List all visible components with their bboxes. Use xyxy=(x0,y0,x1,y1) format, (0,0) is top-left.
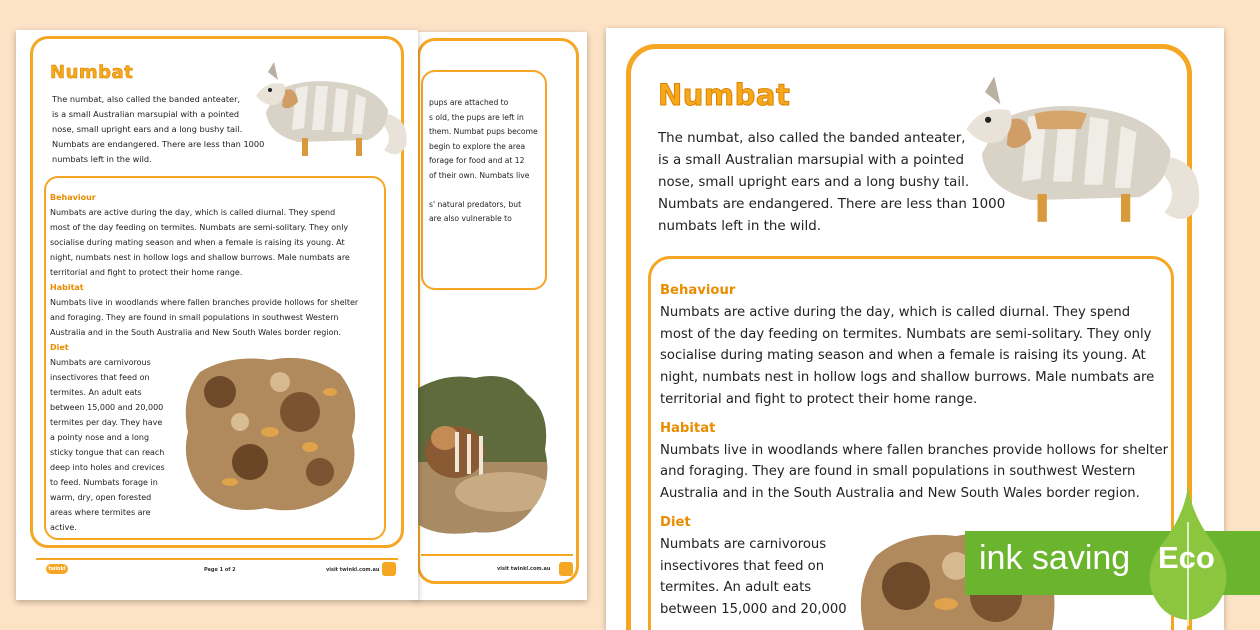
page-title-large: Numbat xyxy=(658,78,791,112)
behaviour-heading-small: Behaviour xyxy=(50,193,96,202)
page-2-footer-url: visit twinkl.com.au xyxy=(497,566,551,572)
intro-text-small: The numbat, also called the banded anteater, is a small Australian marsupial with a pointed nose, small upright ears and a long bushy tail. Numbats are endangered. There are less than 1000 numbats left in the wild. xyxy=(52,94,265,164)
footer-page-number: Page 1 of 2 xyxy=(204,567,236,573)
page-title-small: Numbat xyxy=(50,62,134,83)
page-2-footer-line xyxy=(421,554,573,556)
intro-text-large: The numbat, also called the banded anteater, is a small Australian marsupial with a pointed nose, small upright ears and a long bushy tail. Numbats are endangered. There are less than 1000 numbats left in the wild. xyxy=(658,131,1006,234)
sections-small: Behaviour Numbats are active during the day, which is called diurnal. They spend most of the day feeding on termites. Numbats are semi-solitary. They only socialise during mating season and when a female is raising its young. At night, numbats nest in hollow logs and shallow burrows. Male numbats are territorial and fight to protect their home range. Habitat Numbats live in woodlands where fallen branches provide hollows for shelter and foraging. They are found in small populations in southwest Western Australia and in the South Australia and New South Wales border region. Diet Numbats are carnivorous insectivores that feed on termites. An adult eats between 15,000 and 20,000 termites per day. They have a pointy nose and a long sticky tongue that can reach deep into holes and crevices to feed. Numbats forage in warm, dry, open forested areas where termites are active. xyxy=(50,190,358,535)
diet-heading-small: Diet xyxy=(50,343,69,352)
page-2-badge-icon xyxy=(559,562,573,576)
ink-saving-text: ink saving xyxy=(979,539,1131,577)
page-1-sheet-small xyxy=(16,30,418,600)
footer-url-small: visit twinkl.com.au xyxy=(326,567,380,573)
behaviour-heading: Behaviour xyxy=(660,283,736,298)
page-2-sheet xyxy=(415,32,587,600)
sections-large: Behaviour Numbats are active during the day, which is called diurnal. They spend most of the day feeding on termites. Numbats are semi-solitary. They only socialise during mating season and when a female is raising its young. At night, numbats nest in hollow logs and shallow burrows. Male numbats are territorial and fight to protect their home range. Habitat Numbats live in woodlands where fallen branches provide hollows for shelter and foraging. They are found in small populations in southwest Western Australia and in the South Australia and New South Wales border region. Diet Numbats are carnivorous insectivores that feed on termites. An adult eats between 15,000 and 20,000 xyxy=(660,280,1168,621)
eco-label: Eco xyxy=(1158,540,1215,575)
habitat-heading-small: Habitat xyxy=(50,283,84,292)
page-2-top-text: pups are attached to s old, the pups are left in them. Numbat pups become begin to explore the area forage for food and at 12 of their own. Numbats live s' natural predators, but are also vulnerable to xyxy=(429,98,538,223)
numbat-photo xyxy=(415,372,551,538)
twinkl-logo-icon: twinkl xyxy=(46,564,68,574)
diet-heading: Diet xyxy=(660,514,691,530)
habitat-heading: Habitat xyxy=(660,420,716,436)
footer-line-small xyxy=(36,558,398,560)
termites-photo-small xyxy=(180,352,360,514)
footer-badge-icon-small xyxy=(382,562,396,576)
